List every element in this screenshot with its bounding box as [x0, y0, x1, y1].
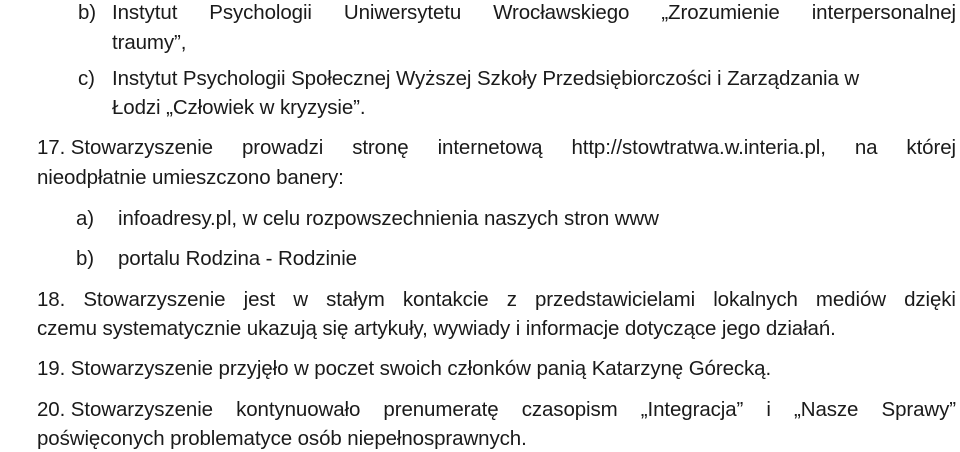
- word: prenumeratę: [383, 398, 499, 421]
- paragraph-18-line-1: [37, 287, 956, 313]
- word: http://stowtratwa.w.interia.pl,: [571, 136, 826, 159]
- word: lokalnych: [713, 288, 798, 311]
- word: stałym: [326, 288, 385, 311]
- word: przedstawicielami: [535, 288, 696, 311]
- paragraph-20-line-2: poświęconych problematyce osób niepełnosprawnych.: [37, 427, 527, 450]
- word: Instytut: [112, 1, 178, 24]
- word: której: [906, 136, 956, 159]
- word: Psychologii: [209, 1, 312, 24]
- word: Stowarzyszenie: [83, 288, 226, 311]
- word: w: [293, 288, 308, 311]
- item-c-line-2: Łodzi „Człowiek w kryzysie”.: [112, 96, 366, 119]
- word: czasopism: [521, 398, 618, 421]
- word: z: [506, 288, 517, 311]
- word: interpersonalnej: [811, 1, 956, 24]
- paragraph-20-line-1: [37, 397, 956, 423]
- paragraph-18-line-2: czemu systematycznie ukazują się artykuły, wywiady i informacje dotyczące jego działań.: [37, 317, 836, 340]
- item-b-line-2: traumy”,: [112, 31, 187, 54]
- word: Sprawy”: [881, 398, 956, 421]
- list-label-c: c): [78, 67, 95, 90]
- word: dzięki: [904, 288, 956, 311]
- list-label-b: b): [78, 1, 97, 24]
- word: „Zrozumienie: [661, 1, 780, 24]
- paragraph-19-line-1: 19. Stowarzyszenie przyjęło w poczet swoich członków panią Katarzynę Górecką.: [37, 357, 772, 380]
- word: 17. Stowarzyszenie: [37, 136, 213, 159]
- word: 18.: [37, 288, 66, 311]
- item-c-line-1: Instytut Psychologii Społecznej Wyższej Szkoły Przedsiębiorczości i Zarządzania w: [112, 67, 860, 90]
- word: 20. Stowarzyszenie: [37, 398, 213, 421]
- word: Wrocławskiego: [493, 1, 630, 24]
- word: Uniwersytetu: [343, 1, 462, 24]
- word: „Integracja”: [640, 398, 744, 421]
- item-b-line-1: [112, 0, 956, 26]
- word: na: [854, 136, 878, 159]
- word: internetową: [437, 136, 543, 159]
- word: stronę: [352, 136, 409, 159]
- word: kontynuowało: [236, 398, 361, 421]
- word: „Nasze: [794, 398, 859, 421]
- sublist-item-a: infoadresy.pl, w celu rozpowszechnienia naszych stron www: [118, 207, 659, 230]
- paragraph-17-line-2: nieodpłatnie umieszczono banery:: [37, 166, 344, 189]
- word: kontakcie: [402, 288, 489, 311]
- paragraph-17-line-1: [37, 135, 956, 161]
- sublist-label-b: b): [76, 247, 95, 270]
- sublist-item-b: portalu Rodzina - Rodzinie: [118, 247, 357, 270]
- word: jest: [243, 288, 276, 311]
- sublist-label-a: a): [76, 207, 95, 230]
- word: prowadzi: [241, 136, 324, 159]
- word: mediów: [815, 288, 886, 311]
- word: i: [766, 398, 771, 421]
